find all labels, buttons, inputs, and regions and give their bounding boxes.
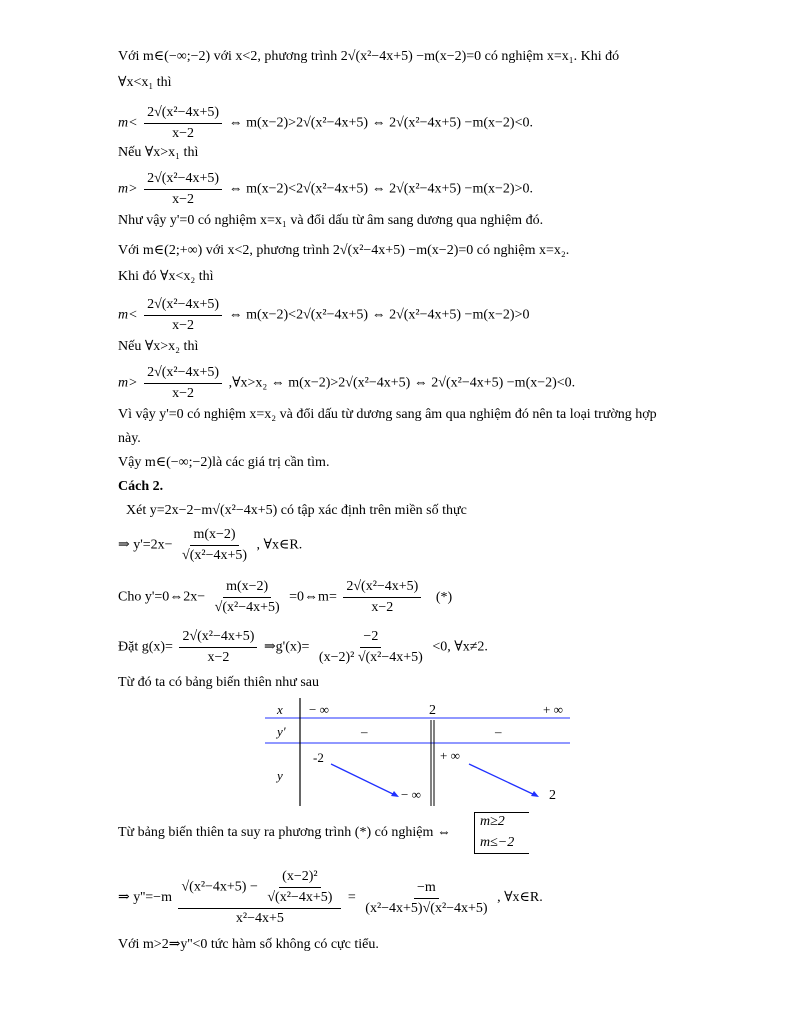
lhs: ⇒ y'=2x− xyxy=(118,537,173,553)
rhs: ⇔ m(x−2)>2√(x²−4x+5) ⇔ 2√(x²−4x+5) −m(x−2)<0. xyxy=(228,115,533,131)
x-plus-inf: + ∞ xyxy=(543,702,563,717)
y-value-minus-inf: − ∞ xyxy=(401,787,421,802)
fraction xyxy=(179,628,257,667)
numerator: √(x²−4x+5) − $\frac{\text{(x−2)²}}{\text{√(x²−4x+5)}}$ xyxy=(178,868,341,909)
variation-table xyxy=(265,698,575,808)
star-label: (*) xyxy=(435,589,453,605)
inner-fraction xyxy=(264,868,335,907)
lhs: ⇒ y''=−m xyxy=(118,890,172,906)
system-line-2: m≤−2 xyxy=(480,835,515,850)
denominator: x−2 xyxy=(371,600,394,615)
numerator: −m xyxy=(414,879,439,899)
y-label: y xyxy=(277,768,283,783)
numerator: 2√(x²−4x+5) xyxy=(144,170,222,190)
denominator: x²−4x+5 xyxy=(235,911,284,926)
fraction xyxy=(144,170,222,209)
mid: ⇒g'(x)= xyxy=(263,639,310,655)
text-line: ∀x<x₁ thì xyxy=(118,75,172,90)
denominator: (x²−4x+5)√(x²−4x+5) xyxy=(365,900,488,916)
denominator: √(x²−4x+5) xyxy=(267,890,333,905)
numerator: 2√(x²−4x+5) xyxy=(144,296,222,316)
formula-line xyxy=(118,578,452,617)
sign-left: – xyxy=(361,724,368,739)
fraction xyxy=(316,628,426,667)
fraction xyxy=(144,104,222,143)
numerator: 2√(x²−4x+5) xyxy=(179,628,257,648)
denominator: √(x²−4x+5) xyxy=(214,600,280,615)
sign-right: – xyxy=(495,724,502,739)
mid: =0⇔m= xyxy=(289,589,337,605)
text: Từ bảng biến thiên ta suy ra phương trình (*) có nghiệm ⇔ xyxy=(118,825,451,840)
numerator: 2√(x²−4x+5) xyxy=(343,578,421,598)
numerator: m(x−2) xyxy=(190,526,238,546)
text-line: Xét y=2x−2−m√(x²−4x+5) có tập xác định trên miền số thực xyxy=(126,503,467,518)
text-line: Khi đó ∀x<x₂ thì xyxy=(118,269,214,284)
denominator: x−2 xyxy=(207,650,230,665)
formula-line xyxy=(118,296,529,335)
rhs: , ∀x∈R. xyxy=(256,537,303,553)
lhs: m> xyxy=(118,375,138,391)
formula-line xyxy=(118,526,302,565)
rhs: <0, ∀x≠2. xyxy=(432,639,488,655)
system-line-1: m≥2 xyxy=(480,814,505,829)
y-value-plus-inf: + ∞ xyxy=(440,748,460,763)
text-line: này. xyxy=(118,431,141,446)
x-minus-inf: − ∞ xyxy=(309,702,329,717)
y-value-left: -2 xyxy=(313,750,324,765)
formula-line: ⇒ y''=−m √(x²−4x+5) − $\frac{\text{(x−2)²}}{\text{√(x²−4x+5)}}$ x²−4x+5 = $\frac{-m}{\text{(x²−4x+5)√(x²−4x+5)}}$ , ∀x∈R. xyxy=(118,869,543,926)
denominator: x−2 xyxy=(172,192,195,207)
text-line: Với m∈(2;+∞) với x<2, phương trình 2√(x²−4x+5) −m(x−2)=0 có nghiệm x=x₂. xyxy=(118,243,570,258)
rhs: ⇔ m(x−2)<2√(x²−4x+5) ⇔ 2√(x²−4x+5) −m(x−2)>0 xyxy=(228,307,530,323)
text-line: Với m∈(−∞;−2) với x<2, phương trình 2√(x²−4x+5) −m(x−2)=0 có nghiệm x=x₁. Khi đó xyxy=(118,49,620,64)
formula-line xyxy=(118,628,488,667)
lhs: m< xyxy=(118,115,138,131)
numerator: −2 xyxy=(360,628,381,648)
fraction xyxy=(343,578,421,617)
numerator-a: √(x²−4x+5) xyxy=(181,879,247,895)
lhs: Cho y'=0⇔2x− xyxy=(118,589,206,605)
text-line: Nếu ∀x>x₁ thì xyxy=(118,145,199,160)
fraction xyxy=(362,879,490,918)
denominator: x−2 xyxy=(172,126,195,141)
numerator: 2√(x²−4x+5) xyxy=(144,104,222,124)
denominator: (x−2)² √(x²−4x+5) xyxy=(318,650,423,665)
denominator: x−2 xyxy=(172,386,195,401)
x-two: 2 xyxy=(429,703,436,718)
y-value-right: 2 xyxy=(549,788,556,803)
x-label: x xyxy=(277,702,283,717)
rhs: ,∀x>x₂ ⇔ m(x−2)>2√(x²−4x+5) ⇔ 2√(x²−4x+5) −m(x−2)<0. xyxy=(228,375,576,391)
formula-line xyxy=(118,170,533,209)
text-line: Vì vậy y'=0 có nghiệm x=x₂ và đổi dấu từ dương sang âm qua nghiệm đó nên ta loại trường hợp xyxy=(118,407,657,422)
lhs: m< xyxy=(118,307,138,323)
fraction xyxy=(179,526,250,565)
formula-line xyxy=(118,364,575,403)
fraction xyxy=(212,578,283,617)
text-line: Nếu ∀x>x₂ thì xyxy=(118,339,199,354)
denominator: √(x²−4x+5) xyxy=(182,548,248,563)
text-line: Với m>2⇒y''<0 tức hàm số không có cực tiểu. xyxy=(118,937,379,952)
section-heading: Cách 2. xyxy=(118,479,164,494)
fraction xyxy=(178,868,341,928)
numerator: 2√(x²−4x+5) xyxy=(144,364,222,384)
formula-line xyxy=(118,104,533,143)
text-line: Như vậy y'=0 có nghiệm x=x₁ và đổi dấu từ âm sang dương qua nghiệm đó. xyxy=(118,213,544,228)
numerator: m(x−2) xyxy=(223,578,271,598)
rhs: ⇔ m(x−2)<2√(x²−4x+5) ⇔ 2√(x²−4x+5) −m(x−2)>0. xyxy=(228,181,533,197)
lhs: m> xyxy=(118,181,138,197)
lhs: Đặt g(x)= xyxy=(118,639,173,655)
fraction xyxy=(144,296,222,335)
text-line: Từ đó ta có bảng biến thiên như sau xyxy=(118,675,320,690)
denominator: x−2 xyxy=(172,318,195,333)
text-line xyxy=(118,824,451,842)
numerator: (x−2)² xyxy=(279,868,320,888)
fraction xyxy=(144,364,222,403)
yp-label: y' xyxy=(277,724,286,739)
text-line: Vậy m∈(−∞;−2)là các giá trị cần tìm. xyxy=(118,455,330,470)
rhs: , ∀x∈R. xyxy=(497,890,543,906)
